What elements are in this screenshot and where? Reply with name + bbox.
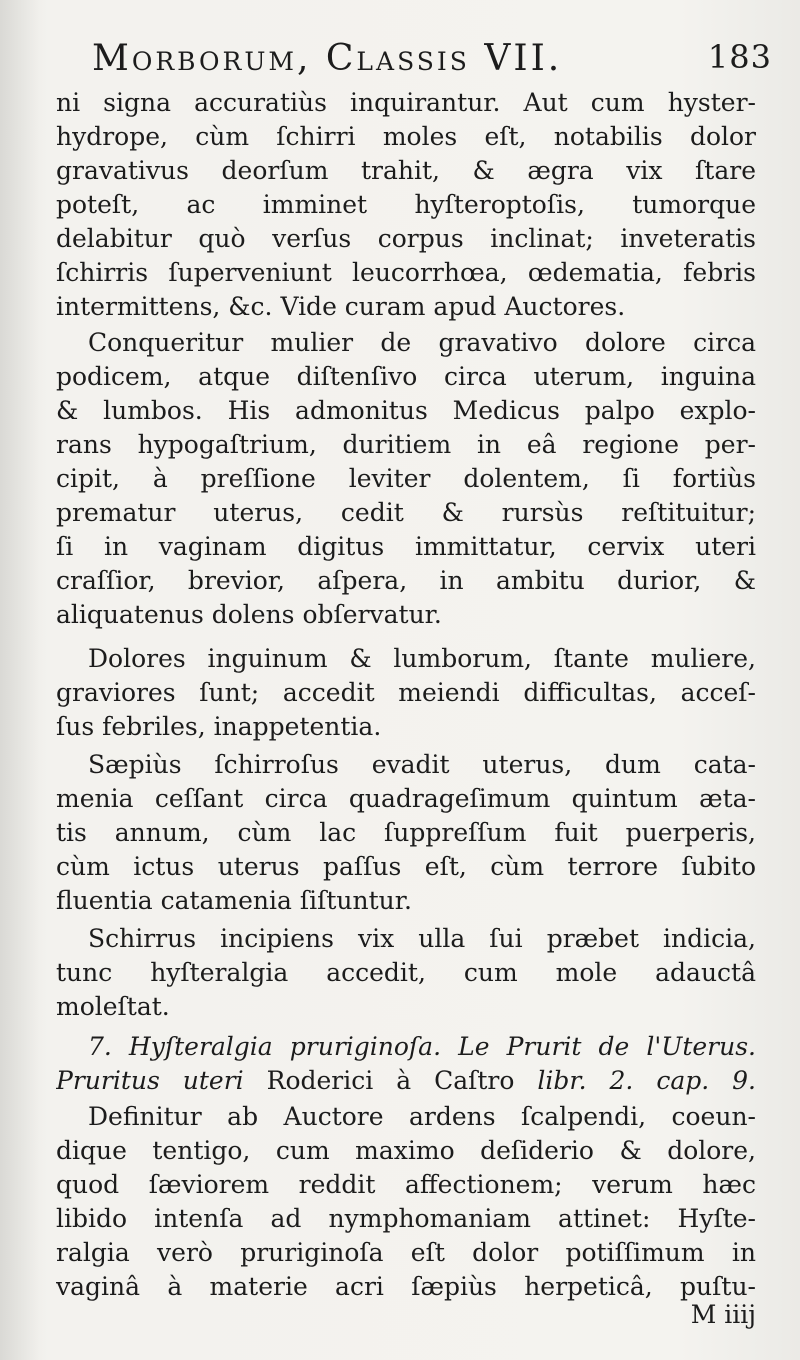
- text-line: graviores ſunt; accedit meiendi difficultas, acceſ-: [56, 678, 756, 707]
- text-line: fluentia catamenia ſiſtuntur.: [56, 886, 412, 915]
- text-line: gravativus deorſum trahit, & ægra vix ſtare: [56, 156, 756, 185]
- text-line: poteſt, ac imminet hyſteroptoſis, tumorque: [56, 190, 756, 219]
- text-line: delabitur quò verſus corpus inclinat; inveteratis: [56, 224, 756, 253]
- text-line: tis annum, cùm lac ſuppreſſum fuit puerperis,: [56, 818, 756, 847]
- citation-reference: libr. 2. cap. 9.: [537, 1066, 756, 1095]
- text-line: craſſior, brevior, aſpera, in ambitu durior, &: [56, 566, 756, 595]
- text-line: podicem, atque diſtenſivo circa uterum, inguina: [56, 362, 756, 391]
- text-line: cùm ictus uterus paſſus eſt, cùm terrore ſubito: [56, 852, 756, 881]
- text-line: menia ceſſant circa quadrageſimum quintum æta-: [56, 784, 756, 813]
- text-line: ſi in vaginam digitus immittatur, cervix uteri: [56, 532, 756, 561]
- citation-author: Roderici à Caſtro: [266, 1066, 515, 1095]
- paragraph-first-line: Schirrus incipiens vix ulla ſui præbet indicia,: [88, 924, 756, 953]
- running-header: [92, 38, 772, 88]
- paragraph-first-line: Conqueritur mulier de gravativo dolore circa: [88, 328, 756, 357]
- page-number: 183: [707, 38, 772, 76]
- citation-italic: Pruritus uteri: [56, 1066, 244, 1095]
- text-line: ralgia verò pruriginoſa eſt dolor potiſſimum in: [56, 1238, 756, 1267]
- text-line: cipit, à preſſione leviter dolentem, ſi fortiùs: [56, 464, 756, 493]
- text-line: hydrope, cùm ſchirri moles eſt, notabilis dolor: [56, 122, 756, 151]
- text-line: & lumbos. His admonitus Medicus palpo explo-: [56, 396, 756, 425]
- paragraph-first-line: Dolores inguinum & lumborum, ſtante muliere,: [88, 644, 756, 673]
- text-line: ſchirris ſuperveniunt leucorrhœa, œdematia, febris: [56, 258, 756, 287]
- citation-line: [56, 1064, 756, 1098]
- text-line: ni signa accuratiùs inquirantur. Aut cum hyster-: [56, 88, 756, 117]
- paragraph-first-line: Sæpiùs ſchirroſus evadit uterus, dum cata-: [88, 750, 756, 779]
- text-line: dique tentigo, cum maximo deſiderio & dolore,: [56, 1136, 756, 1165]
- text-line: libido intenſa ad nymphomaniam attinet: Hyſte-: [56, 1204, 756, 1233]
- text-line: aliquatenus dolens obſervatur.: [56, 600, 442, 629]
- text-line: ſus febriles, inappetentia.: [56, 712, 382, 741]
- text-line: prematur uterus, cedit & rursùs reſtituitur;: [56, 498, 756, 527]
- text-line: moleſtat.: [56, 992, 170, 1021]
- page-fold-shadow: [0, 0, 40, 1360]
- text-line: vaginâ à materie acri ſæpiùs herpeticâ, puſtu-: [56, 1272, 756, 1301]
- running-title: Morborum, Classis VII.: [92, 38, 563, 79]
- text-line: quod ſæviorem reddit affectionem; verum hæc: [56, 1170, 756, 1199]
- text-line: tunc hyſteralgia accedit, cum mole adauctâ: [56, 958, 756, 987]
- signature-mark: M iiij: [690, 1300, 756, 1329]
- section-heading: 7. Hyſteralgia pruriginoſa. Le Prurit de l'Uterus.: [88, 1032, 756, 1061]
- text-line: intermittens, &c. Vide curam apud Auctores.: [56, 292, 626, 321]
- paragraph-first-line: Definitur ab Auctore ardens ſcalpendi, coeun-: [88, 1102, 756, 1131]
- text-line: rans hypogaſtrium, duritiem in eâ regione per-: [56, 430, 756, 459]
